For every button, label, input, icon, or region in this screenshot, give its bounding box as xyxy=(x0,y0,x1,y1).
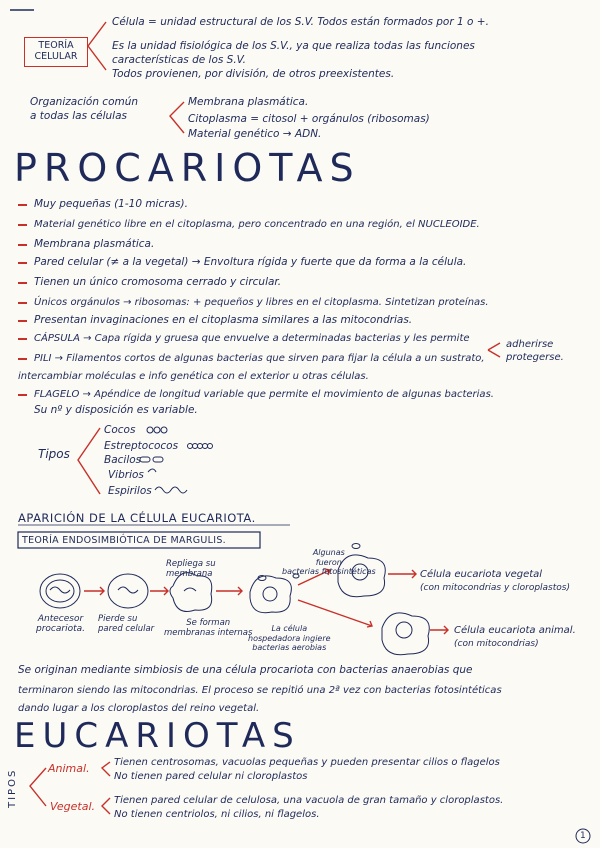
procariotas-bullet: Muy pequeñas (1-10 micras). xyxy=(34,198,188,210)
animal-line: Tienen centrosomas, vacuolas pequeñas y pueden presentar cilios o flagelos xyxy=(114,757,500,768)
label-hospedadora: La célula hospedadora ingiere bacterias aerobias xyxy=(248,624,331,652)
flagelo-line: Su nº y disposición es variable. xyxy=(34,404,198,416)
eucariotas-title: EUCARIOTAS xyxy=(14,716,301,756)
label-repliega: Repliega su membrana xyxy=(166,559,216,579)
aparicion-paragraph: terminaron siendo las mitocondrias. El proceso se repitió una 2ª vez con bacterias fotosintéticas xyxy=(18,685,502,696)
label-forman: Se forman membranas internas xyxy=(164,618,253,638)
eucariotas-tipos-label: TIPOS xyxy=(7,768,18,808)
tipo-item: Cocos xyxy=(104,424,136,436)
procariotas-bullet: Membrana plasmática. xyxy=(34,238,155,250)
aparicion-paragraph: dando lugar a los cloroplastos del reino vegetal. xyxy=(18,703,260,714)
label-antecesor: Antecesor procariota. xyxy=(36,614,85,634)
procariotas-bullet: Pared celular (≠ a la vegetal) → Envoltura rígida y fuerte que da forma a la célula. xyxy=(34,256,467,268)
label-algunas: Algunas fueron bacterias fotosintéticas xyxy=(282,548,376,576)
organizacion-label: Organización común xyxy=(30,96,139,108)
tipo-item: Bacilos xyxy=(104,454,142,466)
label-vegetal: Célula eucariota vegetal (con mitocondrias y cloroplastos) xyxy=(420,569,570,593)
flagelo-line: FLAGELO → Apéndice de longitud variable que permite el movimiento de algunas bacterias. xyxy=(34,389,494,400)
teoria-celular-line: Todos provienen, por división, de otros preexistentes. xyxy=(112,68,395,80)
pili-line: PILI → Filamentos cortos de algunas bacterias que sirven para fijar la célula a un sustrato, xyxy=(34,353,485,364)
tipos-label: Tipos xyxy=(38,447,70,461)
procariotas-title: PROCARIOTAS xyxy=(14,146,361,190)
tipo-item: Estreptococos xyxy=(104,440,179,452)
vegetal-line: Tienen pared celular de celulosa, una vacuola de gran tamaño y cloroplastos. xyxy=(114,795,504,806)
procariotas-bullet: Tienen un único cromosoma cerrado y circular. xyxy=(34,276,282,288)
capsula-line: CÁPSULA → Capa rígida y gruesa que envuelve a determinadas bacterias y les permite xyxy=(34,333,470,344)
teoria-endosimbiotica: TEORÍA ENDOSIMBIÓTICA DE MARGULIS. xyxy=(22,535,226,546)
aparicion-title: APARICIÓN DE LA CÉLULA EUCARIOTA. xyxy=(18,511,256,525)
organizacion-label: a todas las células xyxy=(30,110,128,122)
pili-line: intercambiar moléculas e info genética con el exterior u otras células. xyxy=(18,371,369,382)
page-number: 1 xyxy=(580,831,586,841)
capsula-note: adherirse xyxy=(506,339,554,350)
tipo-item: Vibrios xyxy=(108,469,144,481)
aparicion-paragraph: Se originan mediante simbiosis de una célula procariota con bacterias anaerobias que xyxy=(18,664,473,676)
organizacion-item: Citoplasma = citosol + orgánulos (ribosomas) xyxy=(188,113,430,125)
teoria-celular-line: Es la unidad fisiológica de los S.V., ya que realiza todas las funciones xyxy=(112,40,475,52)
label-animal: Célula eucariota animal. (con mitocondrias) xyxy=(454,625,576,649)
procariotas-bullet: Material genético libre en el citoplasma, pero concentrado en una región, el NUCLEOIDE. xyxy=(34,219,480,230)
animal-line: No tienen pared celular ni cloroplastos xyxy=(114,771,308,782)
procariotas-bullet: Presentan invaginaciones en el citoplasma similares a las mitocondrias. xyxy=(34,314,413,326)
teoria-celular-line: características de los S.V. xyxy=(112,54,246,66)
animal-label: Animal. xyxy=(48,762,90,775)
vegetal-label: Vegetal. xyxy=(50,800,96,813)
tipo-item: Espirilos xyxy=(108,485,152,497)
capsula-note: protegerse. xyxy=(506,352,564,363)
teoria-celular-label: TEORÍA CELULAR xyxy=(34,40,78,62)
organizacion-item: Material genético → ADN. xyxy=(188,128,322,140)
label-pierde: Pierde su pared celular xyxy=(98,614,155,634)
organizacion-item: Membrana plasmática. xyxy=(188,96,309,108)
procariotas-bullet: Únicos orgánulos → ribosomas: + pequeños y libres en el citoplasma. Sintetizan proteínas. xyxy=(34,297,489,308)
vegetal-line: No tienen centriolos, ni cilios, ni flagelos. xyxy=(114,809,320,820)
teoria-celular-line: Célula = unidad estructural de los S.V. Todos están formados por 1 o +. xyxy=(112,16,489,28)
